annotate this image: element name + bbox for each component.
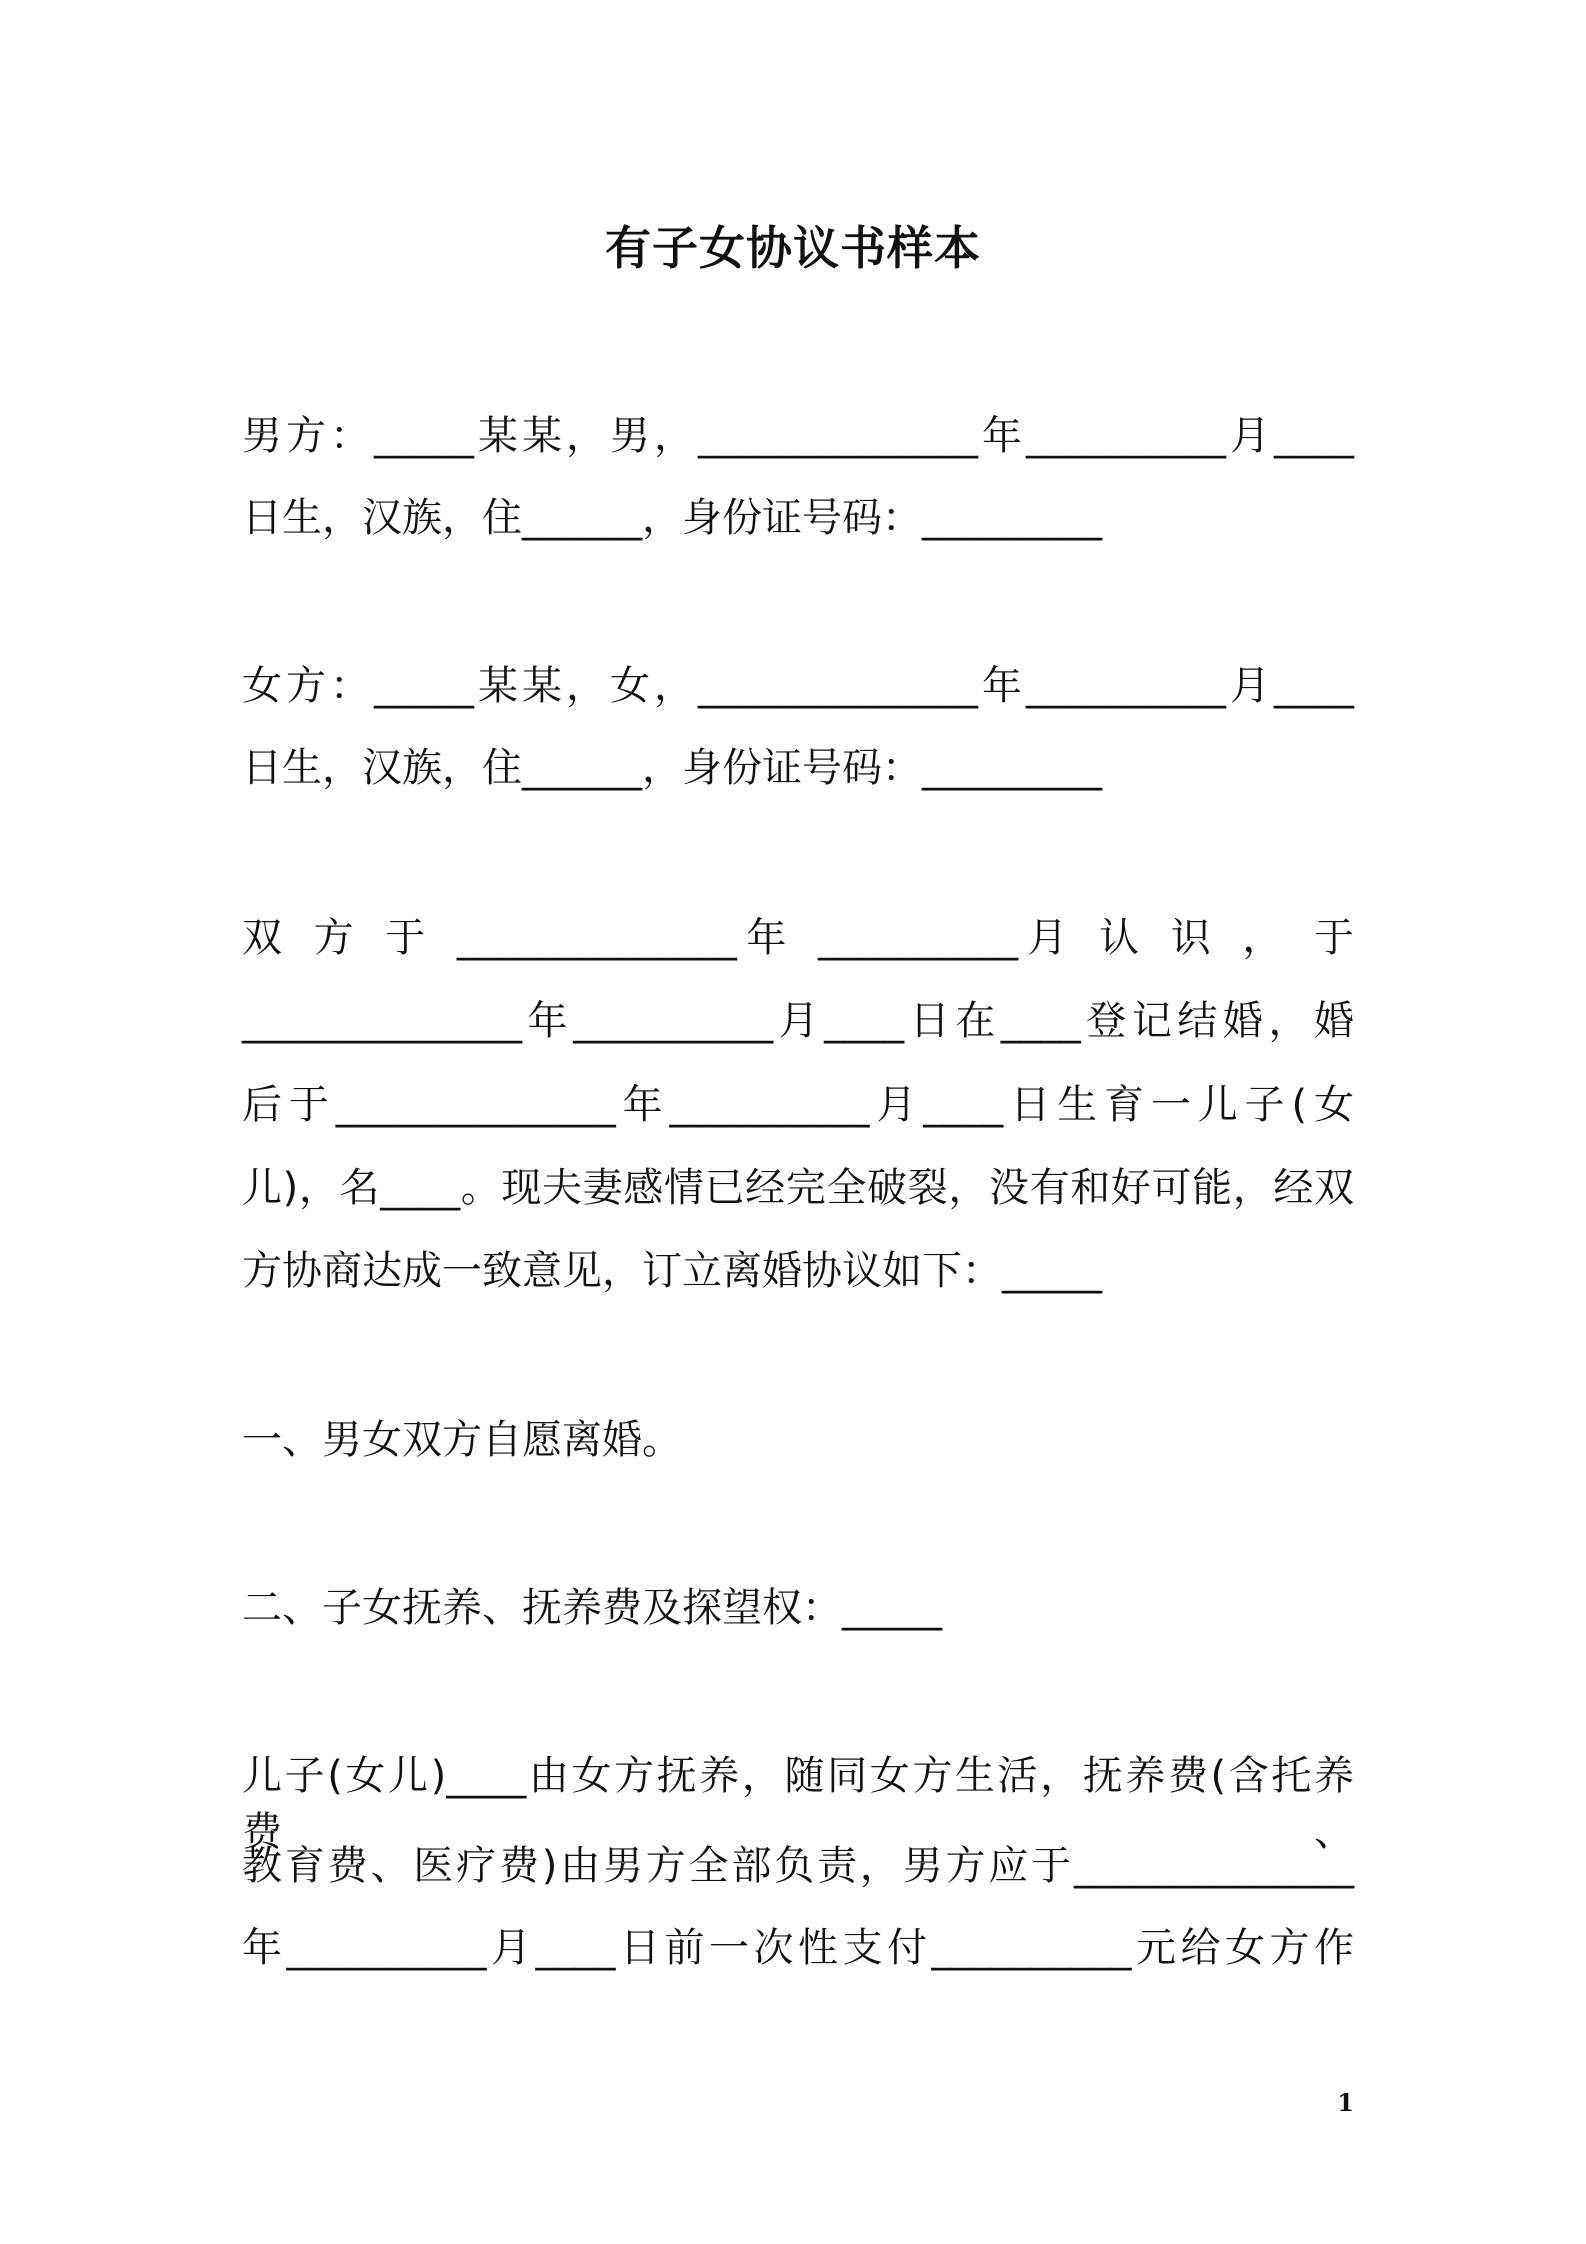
paragraph-line-marriage-1: 双 方 于 ______________年 __________月 认 识 ， 于 [242,915,1354,961]
paragraph-line-custody-3: 年__________月____日前一次性支付__________元给女方作 [242,1925,1354,1971]
paragraph-line-custody-2: 教育费、医疗费)由男方全部负责，男方应于______________ [242,1843,1354,1889]
paragraph-line-male-party-2: 日生，汉族，住______，身份证号码：_________ [242,495,1102,541]
paragraph-line-male-party-1: 男方：_____某某，男，______________年__________月____ [242,413,1354,459]
paragraph-line-marriage-2: ______________年__________月____日在____登记结婚，婚 [242,998,1354,1044]
paragraph-line-marriage-5: 方协商达成一致意见，订立离婚协议如下：_____ [242,1248,1102,1294]
paragraph-line-female-party-2: 日生，汉族，住______，身份证号码：_________ [242,745,1102,791]
paragraph-line-custody-1: 儿子(女儿)____由女方抚养，随同女方生活，抚养费(含托养费、 [242,1753,1354,1855]
clause-two: 二、子女抚养、抚养费及探望权：_____ [242,1585,942,1631]
paragraph-line-female-party-1: 女方：_____某某，女，______________年__________月____ [242,663,1354,709]
document-title: 有子女协议书样本 [605,221,981,275]
clause-one: 一、男女双方自愿离婚。 [242,1417,682,1463]
paragraph-line-marriage-3: 后于______________年__________月____日生育一儿子(女 [242,1082,1354,1128]
paragraph-line-marriage-4: 儿)，名____。现夫妻感情已经完全破裂，没有和好可能，经双 [242,1165,1354,1211]
page-number: 1 [1337,2088,1354,2117]
